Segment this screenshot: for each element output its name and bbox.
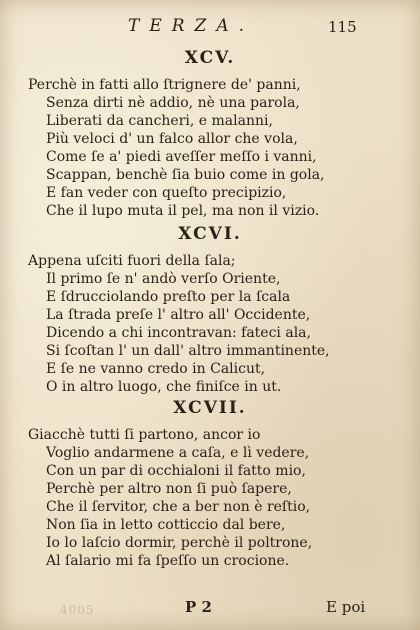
verse-line: Come ſe a' piedi aveſſer meſſo i vanni,: [46, 149, 317, 165]
verse-line: Si ſcoſtan l' un dall' altro immantinente,: [46, 343, 330, 359]
running-head: [0, 16, 420, 40]
verse-line: Senza dirti nè addio, nè una parola,: [46, 95, 300, 111]
verse-line: Il primo ſe n' andò verſo Oriente,: [46, 271, 281, 287]
verse-line: E ſe ne vanno credo in Calicut,: [46, 361, 266, 377]
stanza-number-xcv: XCV.: [184, 48, 236, 68]
running-title: TERZA.: [128, 16, 255, 36]
library-stamp: 4005: [60, 603, 95, 617]
verse-line: Dicendo a chi incontravan: fateci ala,: [46, 325, 311, 341]
verse-line: Più veloci d' un falco allor che vola,: [46, 131, 298, 147]
verse-line: Che il lupo muta il pel, ma non il vizio.: [46, 203, 320, 219]
stanza-number-xcvi: XCVI.: [178, 224, 242, 244]
stanza-number-xcvii: XCVII.: [173, 398, 247, 418]
verse-line: Perchè per altro non ſi può ſapere,: [46, 481, 292, 497]
verse-line: Giacchè tutti ſi partono, ancor io: [28, 427, 261, 443]
verse-line: O in altro luogo, che finiſce in ut.: [46, 379, 282, 395]
verse-line: Scappan, benchè ſia buio come in gola,: [46, 167, 325, 183]
catchword: E poi: [326, 598, 366, 616]
verse-line: E fan veder con queſto precipizio,: [46, 185, 287, 201]
page-number: 115: [328, 18, 357, 36]
verse-line: Con un par di occhialoni il fatto mio,: [46, 463, 306, 479]
verse-line: Liberati da cancheri, e malanni,: [46, 113, 273, 129]
verse-line: La ſtrada preſe l' altro all' Occidente,: [46, 307, 311, 323]
signature-mark: P 2: [185, 598, 212, 616]
verse-line: Al ſalario mi fa ſpeſſo un crocione.: [46, 553, 290, 569]
verse-line: Non ſia in letto cotticcio dal bere,: [46, 517, 286, 533]
verse-line: Io lo laſcio dormir, perchè il poltrone,: [46, 535, 313, 551]
verse-line: Voglio andarmene a caſa, e lì vedere,: [46, 445, 310, 461]
verse-line: E ſdrucciolando preſto per la ſcala: [46, 289, 291, 305]
verse-line: Che il ſervitor, che a ber non è reſtio,: [46, 499, 311, 515]
verse-line: Appena uſciti fuori della ſala;: [28, 253, 236, 269]
verse-line: Perchè in fatti allo ſtrignere de' panni,: [28, 77, 301, 93]
